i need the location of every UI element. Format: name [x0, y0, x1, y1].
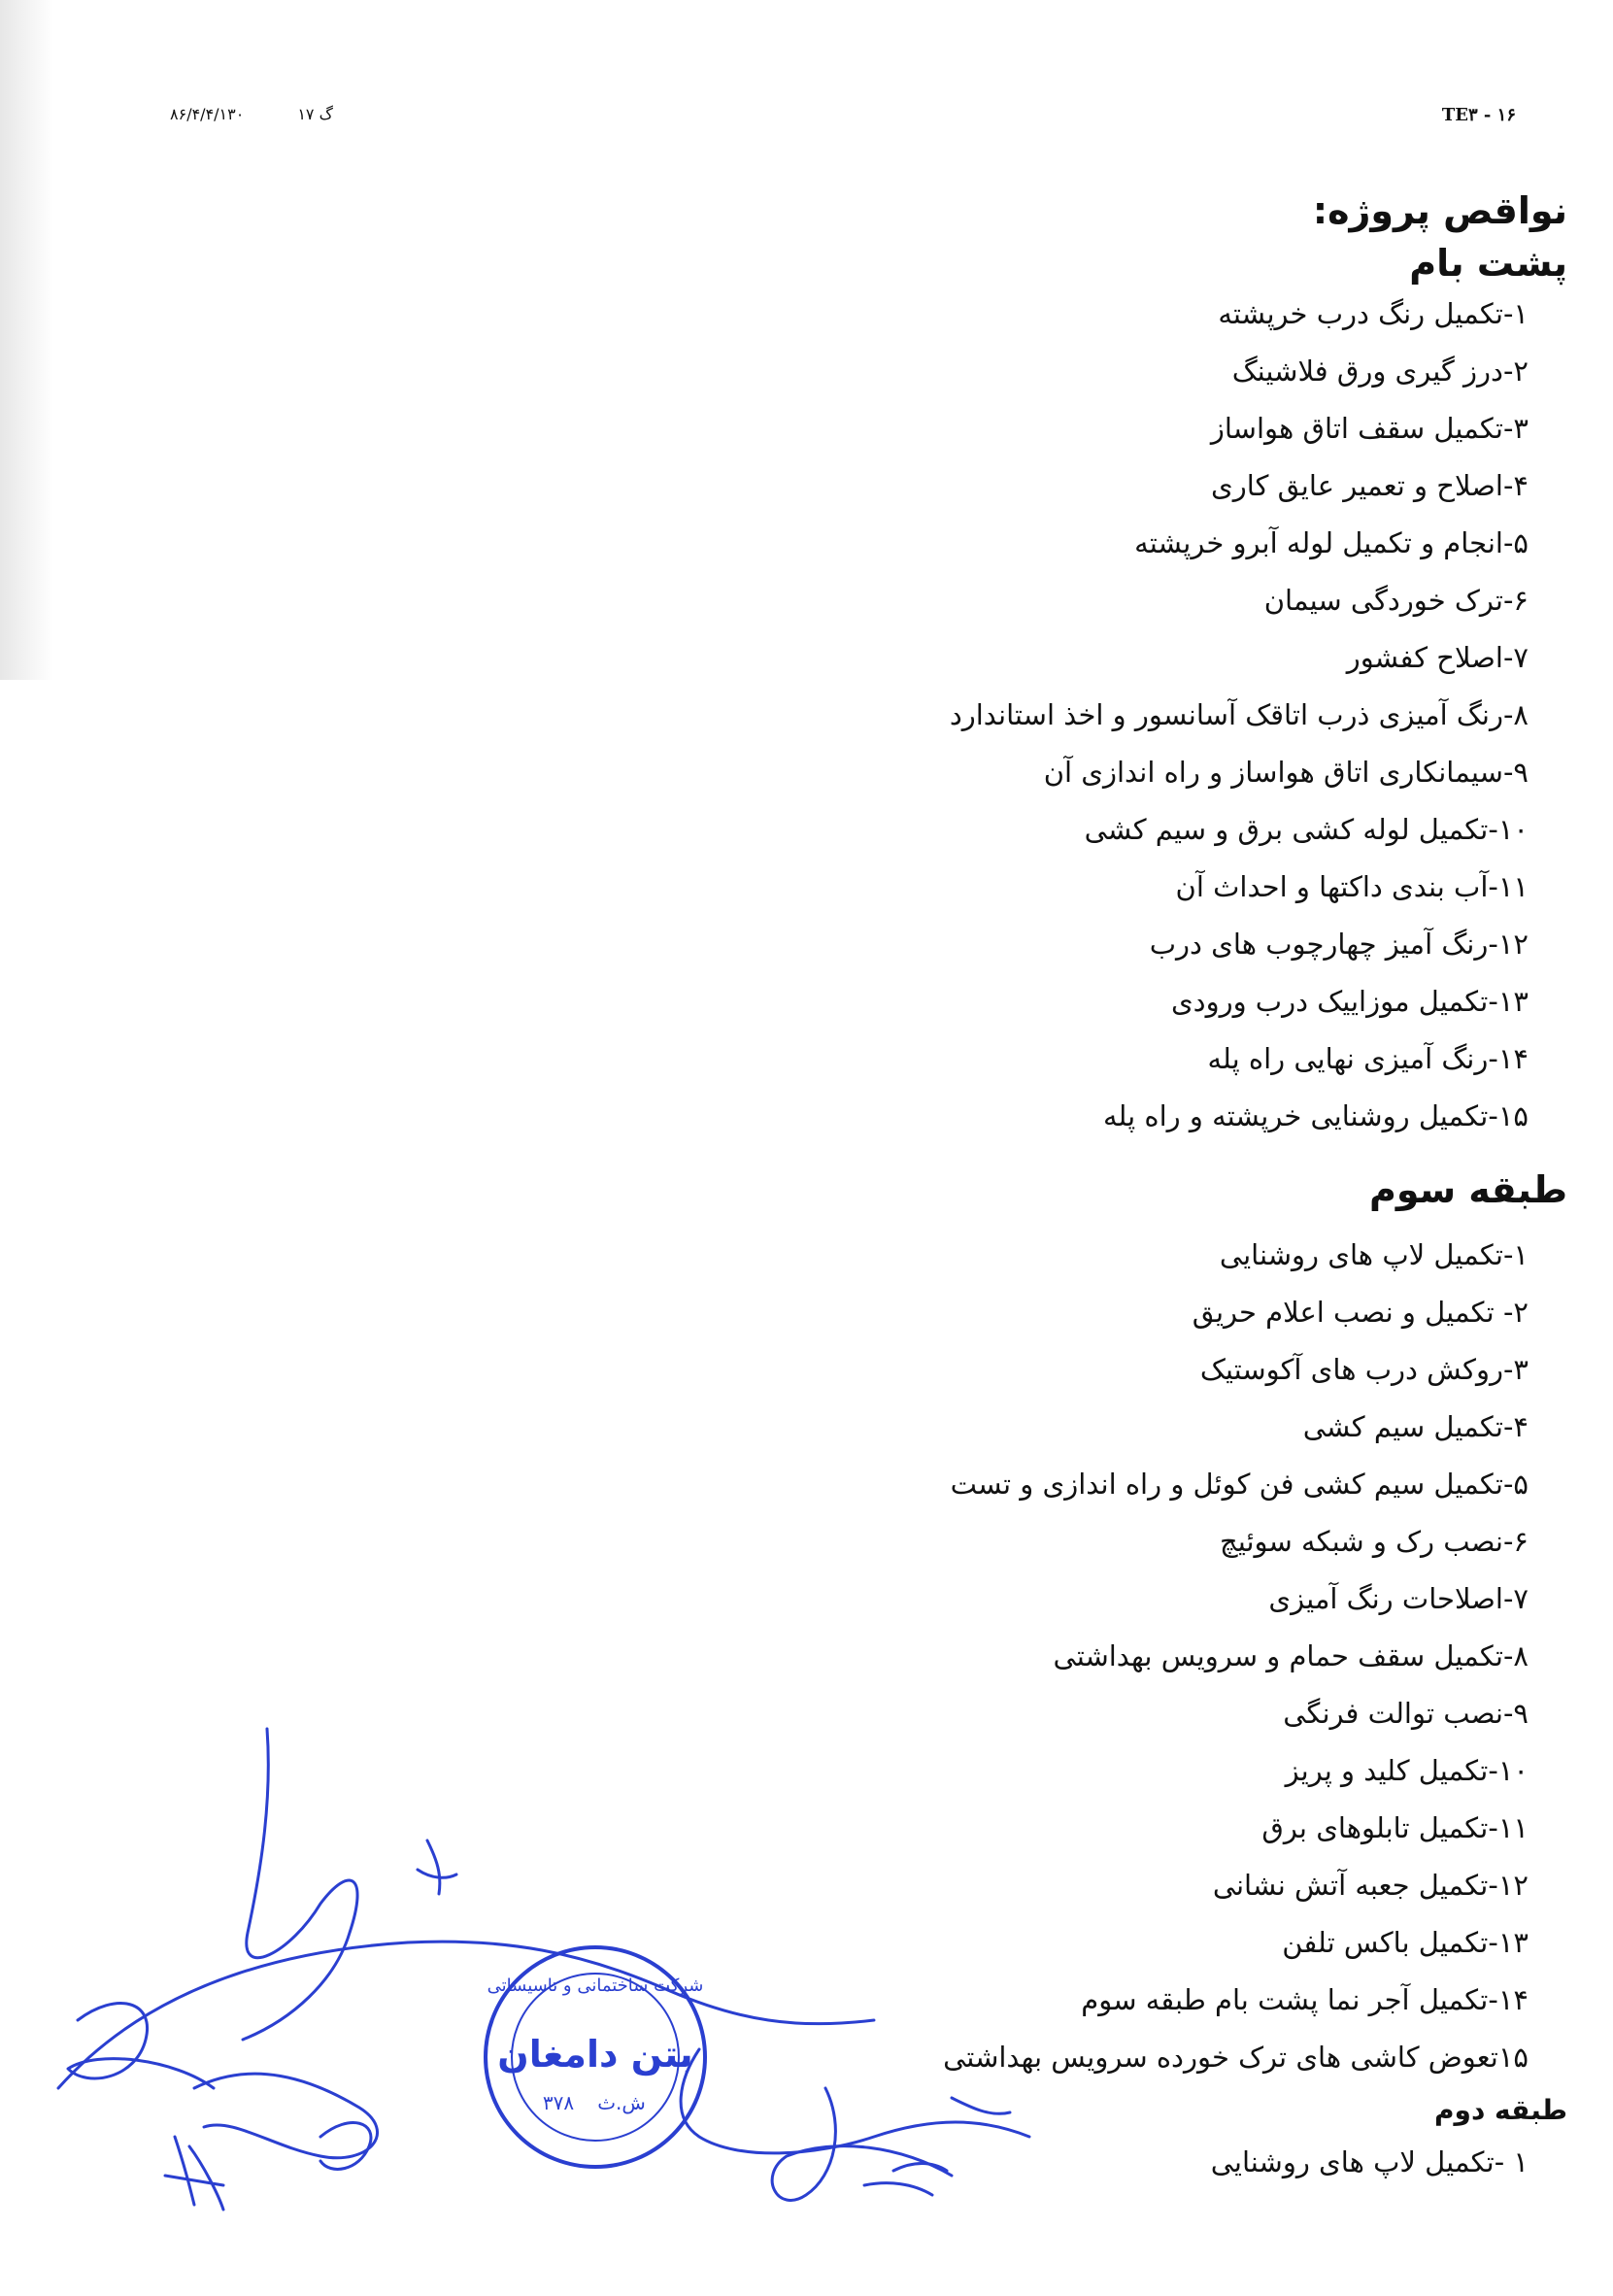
signature-stroke [68, 2004, 214, 2088]
stamp-registration-label: ش.ث [597, 2091, 646, 2114]
signature-stroke [418, 1840, 456, 1894]
company-stamp [486, 1947, 705, 2167]
section-heading-second-floor: طبقه دوم [1434, 2093, 1567, 2126]
list-item: ۶-ترک خوردگی سیمان [1263, 584, 1529, 618]
list-item: ۱-تکمیل لاپ های روشنایی [1219, 1237, 1529, 1271]
header-date: ۸۶/۴/۴/۱۳۰ [170, 105, 245, 123]
list-item: ۱۱-آب بندی داکتها و احداث آن [1175, 870, 1529, 904]
section-heading-third-floor: طبقه سوم [1369, 1168, 1567, 1212]
list-item: ۷-اصلاح کفشور [1346, 641, 1529, 675]
header-code: TE۳ - ۱۶ [1441, 105, 1516, 125]
header-page-number: گ ۱۷ [297, 105, 333, 123]
list-item: ۵-تکمیل سیم کشی فن کوئل و راه اندازی و تست [950, 1467, 1529, 1501]
list-item: ۱۰-تکمیل کلید و پریز [1285, 1753, 1529, 1787]
signature-stroke [864, 2164, 947, 2196]
list-item: ۱ -تکمیل لاپ های روشنایی [1210, 2145, 1529, 2179]
list-item: ۱۲-رنگ آمیز چهارچوب های درب [1149, 928, 1529, 962]
stamp-registration-number: ۳۷۸ [542, 2091, 575, 2114]
list-item: ۴-اصلاح و تعمیر عایق کاری [1211, 469, 1529, 503]
document-title: نواقص پروژه: [1312, 189, 1567, 232]
list-item: ۱۳-تکمیل باکس تلفن [1282, 1925, 1529, 1959]
signature-stroke [772, 2088, 952, 2200]
list-item: ۹-سیمانکاری اتاق هواساز و راه اندازی آن [1043, 756, 1529, 790]
list-item: ۱۰-تکمیل لوله کشی برق و سیم کشی [1084, 813, 1529, 847]
list-item: ۱۴-تکمیل آجر نما پشت بام طبقه سوم [1081, 1982, 1529, 2016]
list-item: ۹-نصب توالت فرنگی [1283, 1696, 1529, 1730]
list-item: ۱-تکمیل رنگ درب خرپشته [1218, 297, 1529, 331]
signature-stroke [194, 2074, 378, 2158]
list-item: ۱۵-تکمیل روشنایی خرپشته و راه پله [1102, 1099, 1529, 1133]
list-item: ۴-تکمیل سیم کشی [1302, 1409, 1529, 1443]
list-item: ۱۵تعوض کاشی های ترک خورده سرویس بهداشتی [943, 2040, 1529, 2074]
signature-stroke [681, 2049, 1029, 2153]
list-item: ۱۲-تکمیل جعبه آتش نشانی [1212, 1868, 1529, 1902]
list-item: ۱۴-رنگ آمیزی نهایی راه پله [1207, 1042, 1529, 1076]
signature-stroke [952, 2098, 1010, 2113]
signature-stroke [58, 1941, 874, 2088]
stamp-company-line: شرکت ساختمانی و تاسیساتی [487, 1975, 704, 1996]
list-item: ۵-انجام و تکمیل لوله آبرو خرپشته [1134, 526, 1529, 560]
stamp-company-name: بتن دامغان [497, 2033, 693, 2076]
list-item: ۷-اصلاحات رنگ آمیزی [1268, 1581, 1529, 1615]
signature-stroke [320, 2123, 371, 2170]
list-item: ۳-روکش درب های آکوستیک [1199, 1352, 1529, 1386]
section-heading-roof: پشت بام [1409, 241, 1567, 285]
list-item: ۳-تکمیل سقف اتاق هواساز [1210, 412, 1529, 446]
list-item: ۸-رنگ آمیزی ذرب اتاقک آسانسور و اخذ استاندارد [949, 698, 1529, 732]
list-item: ۱۱-تکمیل تابلوهای برق [1261, 1810, 1529, 1844]
signature-stroke [165, 2137, 223, 2210]
list-item: ۱۳-تکمیل موزاییک درب ورودی [1170, 985, 1529, 1019]
list-item: ۸-تکمیل سقف حمام و سرویس بهداشتی [1053, 1638, 1529, 1672]
signature-stroke [243, 1729, 357, 2040]
list-item: ۲- تکمیل و نصب اعلام حریق [1192, 1295, 1529, 1329]
list-item: ۶-نصب رک و شبکه سوئیچ [1219, 1524, 1529, 1558]
list-item: ۲-درز گیری ورق فلاشینگ [1231, 355, 1529, 388]
